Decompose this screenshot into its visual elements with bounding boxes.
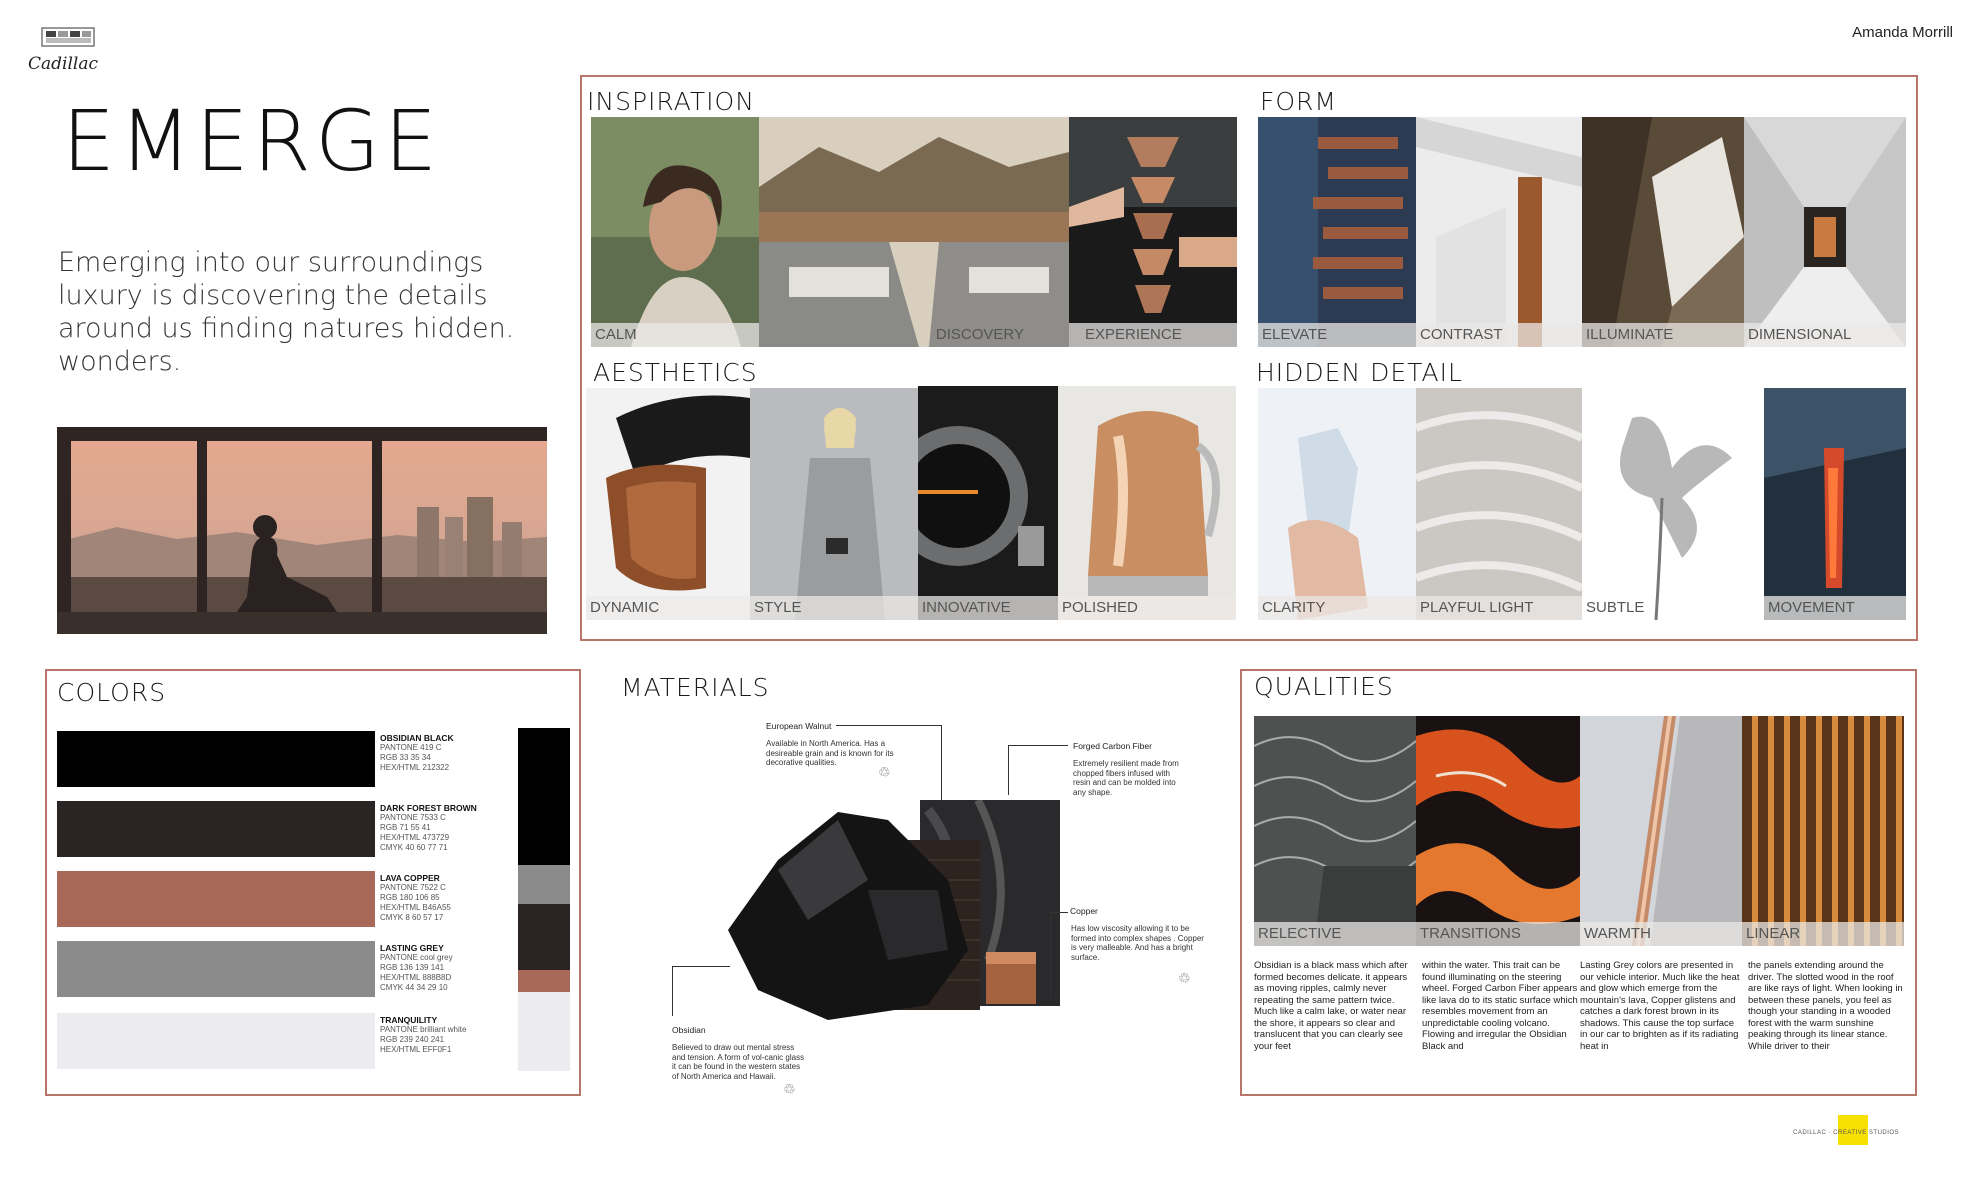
form-tile-elevate	[1258, 117, 1416, 347]
inspiration-tile-experience	[1069, 117, 1237, 347]
color-proportion-strip	[518, 728, 570, 1071]
carbon-description: Extremely resilient made from chopped fibers infused with resin and can be molded into any shape.	[1073, 759, 1179, 797]
color-strip-segment	[518, 865, 570, 904]
color-strip-segment	[518, 904, 570, 970]
tile-caption: EXPERIENCE	[1069, 323, 1237, 347]
color-spec	[380, 803, 510, 853]
colors-heading: COLORS	[57, 678, 167, 707]
qualities-tile-linear	[1742, 716, 1904, 946]
color-value: HEX/HTML EFF0F1	[380, 1045, 452, 1054]
materials-image	[718, 800, 1088, 1020]
qualities-text-column-2: within the water. This trait can be found illuminating on the steering wheel. Forged Carbon Fiber appears like lava do to its static surface which resembles movement from an unpredictable cooling volcano. Flowing and irregular the Obsidian Black and	[1422, 960, 1578, 1052]
wood-slats-image	[1742, 716, 1904, 946]
aesthetics-tile-dynamic	[586, 388, 750, 620]
qualities-tile-relective	[1254, 716, 1416, 946]
walnut-description: Available in North America. Has a desireable grain and is known for its decorative qualities.	[766, 739, 894, 767]
landscape-image	[759, 117, 1069, 347]
tile-caption: RELECTIVE	[1254, 922, 1416, 946]
hidden-tile-movement	[1764, 388, 1906, 620]
tile-caption: CALM	[591, 323, 759, 347]
color-value: HEX/HTML B46A55	[380, 903, 451, 912]
hidden-tile-subtle	[1582, 388, 1764, 620]
copper-description: Has low viscosity allowing it to be formed into complex shapes . Copper is very malleable. And has a bright surface.	[1071, 924, 1204, 962]
hidden-detail-heading: HIDDEN DETAIL	[1256, 358, 1463, 387]
materials-heading: MATERIALS	[621, 673, 770, 702]
hidden-tile-clarity	[1258, 388, 1416, 620]
color-value: RGB 180 106 85	[380, 893, 440, 902]
tile-caption: MOVEMENT	[1764, 596, 1906, 620]
silhouette-city-image	[57, 427, 547, 634]
brand-wordmark: Cadillac	[28, 54, 98, 74]
wood-panel-image	[1416, 117, 1582, 347]
walnut-label: European Walnut	[766, 721, 832, 731]
color-spec	[380, 733, 510, 773]
color-value: PANTONE 7522 C	[380, 883, 446, 892]
color-strip-segment	[518, 970, 570, 991]
page-title: EMERGE	[62, 92, 442, 190]
tile-caption: DIMENSIONAL	[1744, 323, 1906, 347]
obsidian-leader	[672, 966, 730, 1016]
color-value: PANTONE cool grey	[380, 953, 453, 962]
color-swatch	[57, 1013, 375, 1069]
color-value: PANTONE 419 C	[380, 743, 442, 752]
watch-image	[918, 386, 1058, 620]
color-swatch	[57, 731, 375, 787]
color-strip-segment	[518, 992, 570, 1071]
color-name: LAVA COPPER	[380, 873, 440, 883]
water-ripple-image	[1254, 716, 1416, 946]
color-swatch	[57, 801, 375, 857]
xray-flower-image	[1582, 388, 1764, 620]
tile-caption: STYLE	[750, 596, 918, 620]
aesthetics-tile-polished	[1058, 386, 1236, 620]
qualities-tile-transitions	[1416, 716, 1580, 946]
color-swatch	[57, 871, 375, 927]
color-value: PANTONE brilliant white	[380, 1025, 467, 1034]
obsidian-label: Obsidian	[672, 1025, 706, 1035]
color-value: RGB 71 55 41	[380, 823, 431, 832]
tile-caption: POLISHED	[1058, 596, 1236, 620]
tile-caption: PLAYFUL LIGHT	[1416, 596, 1582, 620]
form-tile-illuminate	[1582, 117, 1744, 347]
color-value: PANTONE 7533 C	[380, 813, 446, 822]
carbon-label: Forged Carbon Fiber	[1073, 741, 1152, 751]
color-value: HEX/HTML 212322	[380, 763, 450, 772]
tile-caption: DISCOVERY	[935, 326, 1024, 343]
tile-caption: LINEAR	[1742, 922, 1904, 946]
color-value: RGB 33 35 34	[380, 753, 431, 762]
tile-caption: INNOVATIVE	[918, 596, 1058, 620]
tile-caption: CLARITY	[1258, 596, 1416, 620]
tile-caption: CONTRAST	[1416, 323, 1582, 347]
vessel-structure-image	[1258, 117, 1416, 347]
tile-caption: DYNAMIC	[586, 596, 750, 620]
form-heading: FORM	[1260, 87, 1337, 116]
color-spec	[380, 943, 510, 993]
color-name: OBSIDIAN BLACK	[380, 733, 454, 743]
ice-hand-image	[1258, 388, 1416, 620]
copper-leader	[1050, 912, 1068, 997]
tile-caption: ILLUMINATE	[1582, 323, 1744, 347]
coffee-pour-image	[1069, 117, 1237, 347]
hero-image	[57, 427, 547, 634]
copper-line-image	[1580, 716, 1742, 946]
aesthetics-tile-innovative	[918, 386, 1058, 620]
lavafall-image	[1764, 388, 1906, 620]
tile-caption: ELEVATE	[1258, 323, 1416, 347]
color-name: TRANQUILITY	[380, 1015, 438, 1025]
aesthetics-tile-style	[750, 388, 918, 620]
inspiration-heading: INSPIRATION	[587, 87, 755, 116]
color-value: HEX/HTML 888B8D	[380, 973, 452, 982]
recycle-icon: ♲	[783, 1081, 796, 1097]
color-swatch	[57, 941, 375, 997]
tile-caption: SUBTLE	[1586, 599, 1645, 616]
corridor-image	[1744, 117, 1906, 347]
cadillac-logo	[28, 24, 108, 80]
model-image	[750, 388, 918, 620]
obsidian-description: Believed to draw out mental stress and tension. A form of vol-canic glass it can be found in the western states of North America and Hawaii.	[672, 1043, 805, 1081]
sand-ripples-image	[1416, 388, 1582, 620]
color-value: RGB 239 240 241	[380, 1035, 445, 1044]
color-value: RGB 136 139 141	[380, 963, 445, 972]
color-value: CMYK 44 34 29 10	[380, 983, 448, 992]
intro-text: Emerging into our surroundings luxury is discovering the details around us finding natures hidden. wonders.	[58, 247, 515, 377]
form-tile-dimensional	[1744, 117, 1906, 347]
materials-composition	[718, 800, 1088, 1020]
color-name: DARK FOREST BROWN	[380, 803, 477, 813]
color-value: CMYK 8 60 57 17	[380, 913, 444, 922]
form-tile-contrast	[1416, 117, 1582, 347]
chair-image	[586, 388, 750, 620]
studio-logo-text: CADILLAC · CREATIVE STUDIOS	[1793, 1130, 1900, 1136]
recycle-icon: ♲	[878, 764, 891, 780]
color-strip-segment	[518, 728, 570, 865]
color-spec	[380, 873, 510, 923]
qualities-tile-warmth	[1580, 716, 1742, 946]
hidden-tile-playful-light	[1416, 388, 1582, 620]
color-value: HEX/HTML 473729	[380, 833, 450, 842]
qualities-text-column-3: Lasting Grey colors are presented in our vehicle interior. Much like the heat and glow which emerge from the mountain's lava, Copper glistens and catches a dark forest brown in its shadows. This cause the top surface in our car to brighten as if its radiating heat in	[1580, 960, 1740, 1052]
color-spec	[380, 1015, 510, 1055]
copper-label: Copper	[1070, 906, 1098, 916]
qualities-heading: QUALITIES	[1254, 672, 1394, 701]
lava-marble-image	[1416, 716, 1580, 946]
qualities-text-column-1: Obsidian is a black mass which after formed becomes delicate. it appears as moving ripples, calmly never repeating the same pattern twice. Much like a calm lake, or water near the shore, it appears so clear and translucent that you can clearly see your feet	[1254, 960, 1408, 1052]
tile-caption: TRANSITIONS	[1416, 922, 1580, 946]
inspiration-tile-calm	[591, 117, 759, 347]
recycle-icon: ♲	[1178, 970, 1191, 986]
inspiration-tile-discovery	[759, 117, 1069, 347]
aesthetics-heading: AESTHETICS	[593, 358, 758, 387]
qualities-text-column-4: the panels extending around the driver. The slotted wood in the roof are like rays of light. When looking in between these panels, you feel as though your standing in a wooded forest with the warm sunshine peaking through its linear stance. While driver to their	[1748, 960, 1903, 1052]
copper-kettle-image	[1058, 386, 1236, 620]
tile-caption: WARMTH	[1580, 922, 1742, 946]
portrait-image	[591, 117, 759, 347]
author-name: Amanda Morrill	[1852, 24, 1953, 41]
color-name: LASTING GREY	[380, 943, 444, 953]
color-value: CMYK 40 60 77 71	[380, 843, 448, 852]
carbon-leader	[1008, 745, 1068, 795]
concrete-light-image	[1582, 117, 1744, 347]
